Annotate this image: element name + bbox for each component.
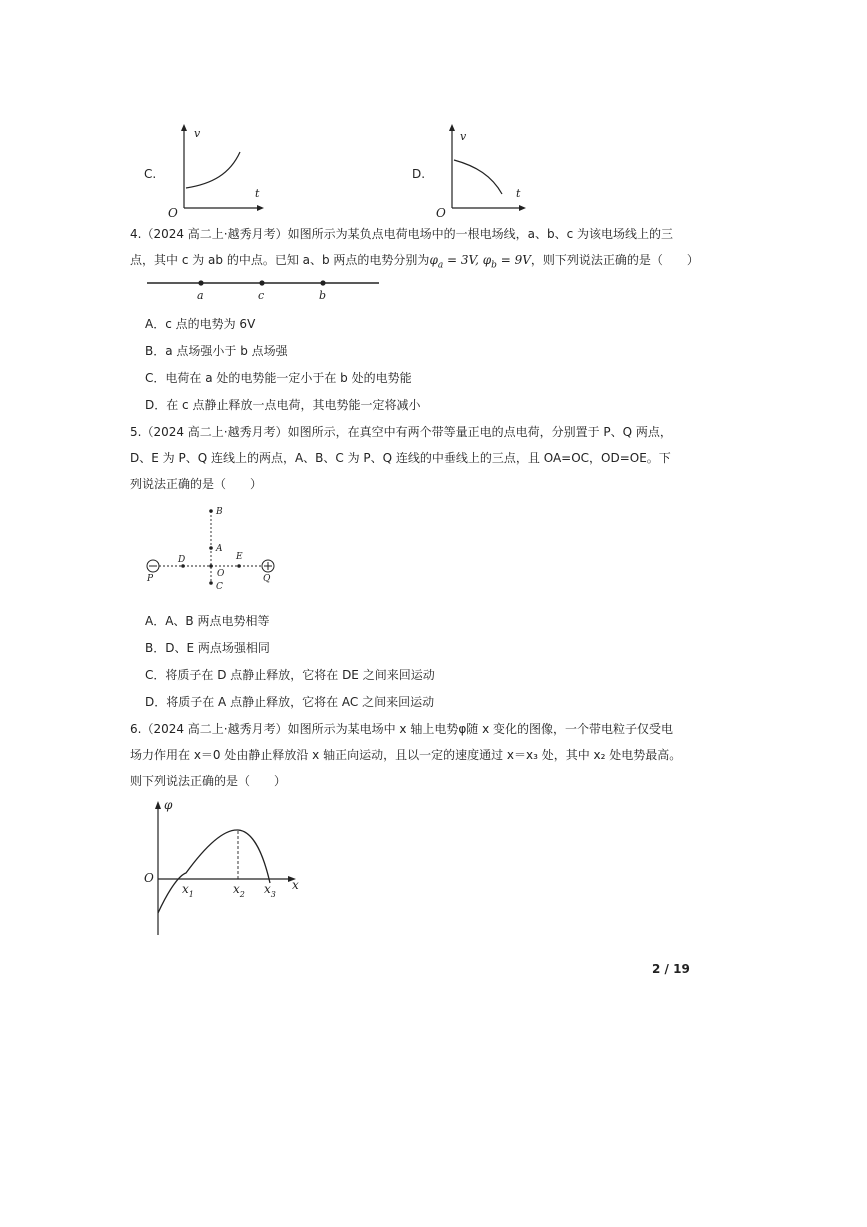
velocity-time-graph-c <box>164 120 280 220</box>
phi-b-subscript: b <box>491 260 497 271</box>
charge-q-icon <box>262 560 274 572</box>
axis-t-label: t <box>255 187 260 200</box>
figure-c-label: C. <box>144 167 157 181</box>
phi-b-value: = 9V <box>496 253 531 267</box>
point-b-dot <box>209 509 213 513</box>
figure-option-d <box>408 120 548 220</box>
point-c-label: c <box>258 289 265 302</box>
q4-option-d: D．在 c 点静止释放一点电荷，其电势能一定将减小 <box>145 398 421 412</box>
origin-label: O <box>436 206 446 220</box>
phi-a-symbol: φ <box>429 253 438 267</box>
velocity-time-graph-d <box>432 120 548 220</box>
q5-stem-line3: 列说法正确的是（ ） <box>130 477 263 491</box>
q5-option-c: C．将质子在 D 点静止释放，它将在 DE 之间来回运动 <box>145 668 435 682</box>
figure-d-label: D. <box>412 167 426 181</box>
phi-a-subscript: a <box>437 260 444 271</box>
label-a: A <box>216 544 223 554</box>
axis-v-label: v <box>194 127 201 140</box>
q4-option-c: C．电荷在 a 处的电势能一定小于在 b 处的电势能 <box>145 371 412 385</box>
q4-option-b: B．a 点场强小于 b 点场强 <box>145 344 288 358</box>
q5-charges-figure <box>140 500 290 595</box>
point-c-dot <box>259 280 264 285</box>
phi-axis-label: φ <box>164 798 173 812</box>
origin-label: O <box>144 871 154 885</box>
charge-p-icon <box>147 560 159 572</box>
q4-stem-line2 <box>130 252 699 273</box>
q4-stem-line2-post: ，则下列说法正确的是（ ） <box>530 253 699 267</box>
q6-potential-graph <box>140 795 310 940</box>
label-d: D <box>178 555 186 565</box>
point-b-label: b <box>319 289 327 302</box>
point-c-dot <box>209 581 213 585</box>
q6-stem-line1: 6.（2024 高二上·越秀月考）如图所示为某电场中 x 轴上电势φ随 x 变化的图像，一个带电粒子仅受电 <box>130 722 673 736</box>
label-p: P <box>147 574 154 584</box>
point-b-dot <box>320 280 325 285</box>
q5-option-a: A．A、B 两点电势相等 <box>145 614 270 628</box>
page-number: 2 / 19 <box>652 962 690 976</box>
q5-stem-line1: 5.（2024 高二上·越秀月考）如图所示，在真空中有两个带等量正电的点电荷，分别置于 P、Q 两点， <box>130 425 672 439</box>
q4-field-line-figure <box>145 274 385 304</box>
label-e: E <box>236 552 243 562</box>
point-a-dot <box>198 280 203 285</box>
axis-t-label: t <box>516 187 521 200</box>
label-c: C <box>216 582 223 592</box>
q6-stem-line3: 则下列说法正确的是（ ） <box>130 774 287 788</box>
label-b: B <box>216 507 223 517</box>
point-a-dot <box>209 546 213 550</box>
x3-label: $x_3$ <box>264 882 276 899</box>
phi-b-symbol: φ <box>478 253 492 267</box>
x1-label: $x_1$ <box>182 882 194 899</box>
point-a-label: a <box>197 289 204 302</box>
axis-v-label: v <box>460 130 467 143</box>
point-e-dot <box>237 564 241 568</box>
x-axis-label: x <box>292 878 299 892</box>
q4-stem-line2-pre: 点，其中 c 为 ab 的中点。已知 a、b 两点的电势分别为 <box>130 253 430 267</box>
figure-option-c <box>140 120 280 220</box>
label-o: O <box>217 569 225 579</box>
q5-stem-line2: D、E 为 P、Q 连线上的两点，A、B、C 为 P、Q 连线的中垂线上的三点，且 OA=OC，OD=OE。下 <box>130 451 671 465</box>
point-o-dot <box>209 564 213 568</box>
q6-stem-line2: 场力作用在 x＝0 处由静止释放沿 x 轴正向运动，且以一定的速度通过 x＝x₃ 处，其中 x₂ 处电势最高。 <box>130 748 682 762</box>
q5-option-d: D．将质子在 A 点静止释放，它将在 AC 之间来回运动 <box>145 695 435 709</box>
x2-label: $x_2$ <box>233 882 245 899</box>
phi-a-value: = 3V, <box>443 253 479 267</box>
q5-option-b: B．D、E 两点场强相同 <box>145 641 270 655</box>
q4-stem-line1: 4.（2024 高二上·越秀月考）如图所示为某负点电荷电场中的一根电场线，a、b、c 为该电场线上的三 <box>130 227 674 241</box>
label-q: Q <box>263 574 271 584</box>
origin-label: O <box>168 206 178 220</box>
q4-option-a: A．c 点的电势为 6V <box>145 317 256 331</box>
